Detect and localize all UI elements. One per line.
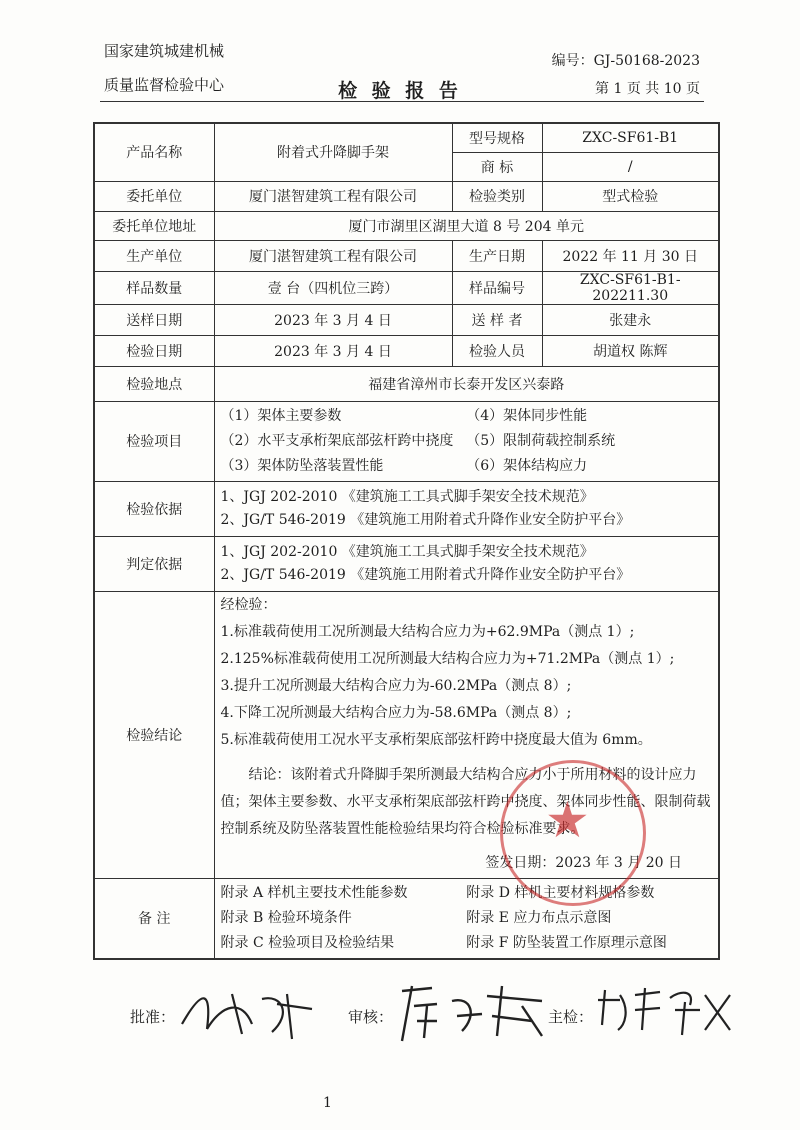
judgment-basis-label: 判定依据 bbox=[94, 536, 214, 591]
conclusion-intro: 经检验： bbox=[220, 596, 277, 613]
basis-item: 1、JGJ 202-2010 《建筑施工工具式脚手架安全技术规范》 bbox=[220, 488, 594, 505]
brand-label: 商 标 bbox=[452, 152, 542, 181]
remarks bbox=[214, 878, 719, 959]
header-rule bbox=[100, 101, 704, 102]
production-date-label: 生产日期 bbox=[452, 240, 542, 271]
test-basis bbox=[214, 481, 719, 536]
send-date-value: 2023 年 3 月 4 日 bbox=[214, 304, 452, 335]
client-label: 委托单位 bbox=[94, 181, 214, 211]
model-value: ZXC-SF61-B1 bbox=[542, 123, 719, 152]
appendix-item: 附录 A 样机主要技术性能参数 bbox=[220, 884, 408, 901]
appendix-item: 附录 F 防坠装置工作原理示意图 bbox=[466, 934, 667, 951]
basis-item: 2、JG/T 546-2019 《建筑施工用附着式升降作业安全防护平台》 bbox=[220, 511, 631, 528]
judgment-basis bbox=[214, 536, 719, 591]
page-info: 第 1 页 共 10 页 bbox=[595, 81, 700, 97]
conclusion-label: 检验结论 bbox=[94, 591, 214, 878]
report-number: 编号：GJ-50168-2023 bbox=[551, 53, 700, 69]
conclusion-point: 1.标准载荷使用工况所测最大结构合应力为+62.9MPa（测点 1）; bbox=[220, 623, 635, 640]
appendix-item: 附录 D 样机主要材料规格参数 bbox=[466, 884, 655, 901]
manufacturer-label: 生产单位 bbox=[94, 240, 214, 271]
stamp-star-icon: ★ bbox=[545, 791, 590, 849]
judgment-item: 1、JGJ 202-2010 《建筑施工工具式脚手架安全技术规范》 bbox=[220, 543, 594, 560]
sample-number-label: 样品编号 bbox=[452, 271, 542, 304]
official-stamp bbox=[500, 760, 646, 906]
production-date-value: 2022 年 11 月 30 日 bbox=[542, 240, 719, 271]
reviewer-signature bbox=[392, 976, 552, 1046]
org-name-line1: 国家建筑城建机械 bbox=[104, 42, 225, 60]
org-name-line2: 质量监督检验中心 bbox=[104, 76, 225, 94]
test-item: （3）架体防坠落装置性能 bbox=[220, 457, 384, 474]
report-title: 检 验 报 告 bbox=[338, 80, 462, 102]
model-label: 型号规格 bbox=[452, 123, 542, 152]
inspectors-label: 检验人员 bbox=[452, 335, 542, 366]
sample-quantity-label: 样品数量 bbox=[94, 271, 214, 304]
client-address-label: 委托单位地址 bbox=[94, 211, 214, 240]
chief-inspector-signature bbox=[590, 980, 740, 1040]
client-address-value: 厦门市湖里区湖里大道 8 号 204 单元 bbox=[214, 211, 719, 240]
brand-value: / bbox=[542, 152, 719, 181]
conclusion-point: 2.125%标准载荷使用工况所测最大结构合应力为+71.2MPa（测点 1）; bbox=[220, 650, 675, 667]
conclusion-point: 4.下降工况所测最大结构合应力为-58.6MPa（测点 8）; bbox=[220, 704, 572, 721]
conclusion-point: 3.提升工况所测最大结构合应力为-60.2MPa（测点 8）; bbox=[220, 677, 572, 694]
sample-number-value: ZXC-SF61-B1-202211.30 bbox=[542, 271, 719, 304]
test-basis-label: 检验依据 bbox=[94, 481, 214, 536]
test-item: （1）架体主要参数 bbox=[220, 407, 342, 424]
appendix-item: 附录 C 检验项目及检验结果 bbox=[220, 934, 395, 951]
product-name-label: 产品名称 bbox=[94, 123, 214, 181]
product-name: 附着式升降脚手架 bbox=[214, 123, 452, 181]
location-label: 检验地点 bbox=[94, 366, 214, 401]
client-value: 厦门湛智建筑工程有限公司 bbox=[214, 181, 452, 211]
sender-value: 张建永 bbox=[542, 304, 719, 335]
test-date-value: 2023 年 3 月 4 日 bbox=[214, 335, 452, 366]
remarks-label: 备 注 bbox=[94, 878, 214, 959]
review-label: 审核： bbox=[348, 1008, 394, 1026]
approve-label: 批准： bbox=[130, 1008, 176, 1026]
appendix-item: 附录 B 检验环境条件 bbox=[220, 909, 352, 926]
test-type-label: 检验类别 bbox=[452, 181, 542, 211]
test-item: （6）架体结构应力 bbox=[466, 457, 588, 474]
test-item: （5）限制荷载控制系统 bbox=[466, 432, 616, 449]
send-date-label: 送样日期 bbox=[94, 304, 214, 335]
conclusion-final: 结论：该附着式升降脚手架所测最大结构合应力小于所用材料的设计应力值；架体主要参数、水平支承桁架底部弦杆跨中挠度、架体同步性能、限制荷载控制系统及防坠落装置性能检验结果均符合检验标准要求。 bbox=[220, 766, 711, 837]
approver-signature bbox=[172, 984, 322, 1044]
conclusion-point: 5.标准载荷使用工况水平支承桁架底部弦杆跨中挠度最大值为 6mm。 bbox=[220, 731, 652, 748]
test-items bbox=[214, 401, 719, 481]
test-item: （4）架体同步性能 bbox=[466, 407, 588, 424]
sign-date: 签发日期：2023 年 3 月 20 日 bbox=[485, 854, 682, 871]
test-item: （2）水平支承桁架底部弦杆跨中挠度 bbox=[220, 432, 454, 449]
appendix-item: 附录 E 应力布点示意图 bbox=[466, 909, 612, 926]
chief-inspector-label: 主检： bbox=[548, 1008, 594, 1026]
sample-quantity-value: 壹 台（四机位三跨） bbox=[214, 271, 452, 304]
test-items-label: 检验项目 bbox=[94, 401, 214, 481]
manufacturer-value: 厦门湛智建筑工程有限公司 bbox=[214, 240, 452, 271]
inspectors-value: 胡道权 陈辉 bbox=[542, 335, 719, 366]
judgment-item: 2、JG/T 546-2019 《建筑施工用附着式升降作业安全防护平台》 bbox=[220, 566, 631, 583]
page-number: 1 bbox=[323, 1095, 332, 1111]
location-value: 福建省漳州市长泰开发区兴泰路 bbox=[214, 366, 719, 401]
test-type-value: 型式检验 bbox=[542, 181, 719, 211]
sender-label: 送 样 者 bbox=[452, 304, 542, 335]
test-date-label: 检验日期 bbox=[94, 335, 214, 366]
